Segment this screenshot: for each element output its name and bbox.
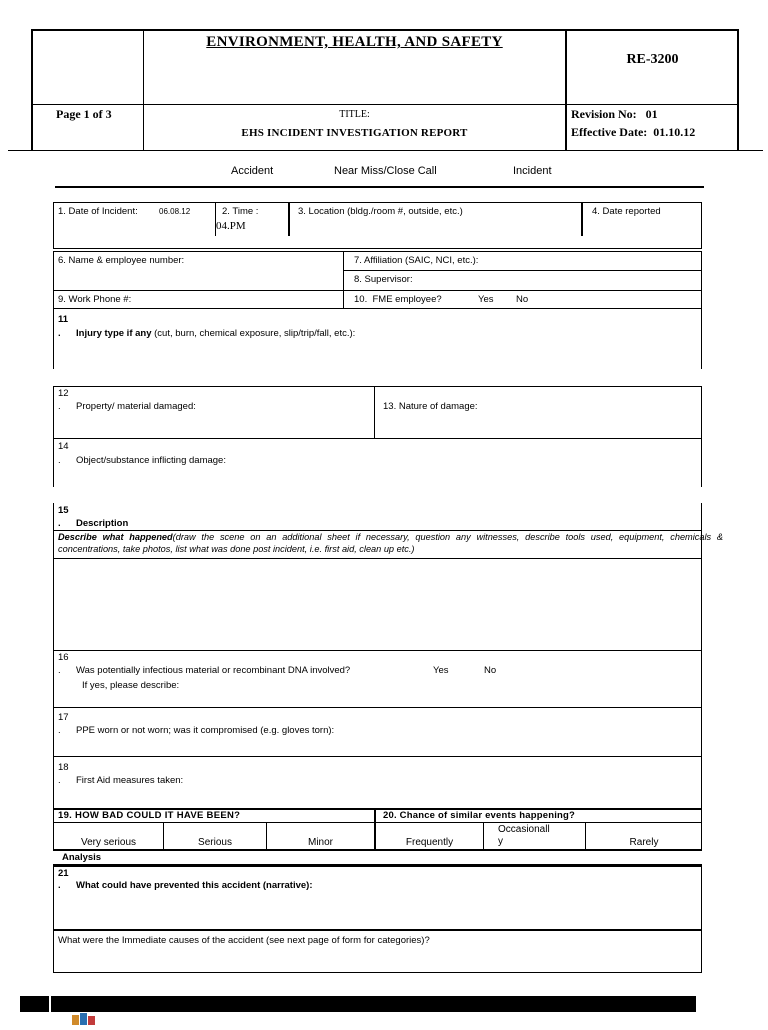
black-redaction-bar xyxy=(20,996,696,1012)
chance-rarely[interactable]: Rarely xyxy=(629,837,659,848)
field-18-number: 18 xyxy=(58,762,69,773)
object-substance-label: Object/substance inflicting damage: xyxy=(76,455,226,466)
header-top-border xyxy=(31,29,738,31)
severity-serious[interactable]: Serious xyxy=(198,837,232,848)
work-phone-label: 9. Work Phone #: xyxy=(58,294,132,305)
option-near-miss[interactable]: Near Miss/Close Call xyxy=(334,165,437,177)
field-17-number: 17 xyxy=(58,712,69,723)
chance-label: 20. Chance of similar events happening? xyxy=(383,810,576,821)
name-label: 6. Name & employee number: xyxy=(58,255,185,266)
describe-what-happened-label: Describe what happened(draw the scene on an additional sheet if necessary, question any witnesses, describe tools used, equipment, chemicals & concentrations, take photos, list what was done post incident, i.e. first aid, clean up etc.) xyxy=(58,532,723,554)
immediate-causes-label: What were the Immediate causes of the accident (see next page of form for categories)? xyxy=(58,935,430,946)
page-number: Page 1 of 3 xyxy=(56,107,112,121)
first-aid-label: First Aid measures taken: xyxy=(76,775,184,786)
severity-minor[interactable]: Minor xyxy=(307,837,333,848)
field-16-number: 16 xyxy=(58,652,69,663)
fme-employee-label: 10. FME employee? xyxy=(354,294,442,305)
fme-no[interactable]: No xyxy=(516,294,529,305)
chance-occasionally[interactable]: Occasionall y xyxy=(498,824,550,847)
nature-of-damage-label: 13. Nature of damage: xyxy=(383,401,478,412)
how-bad-label: 19. HOW BAD COULD IT HAVE BEEN? xyxy=(58,810,241,821)
report-title: EHS INCIDENT INVESTIGATION REPORT xyxy=(241,127,468,139)
field-14-number: 14 xyxy=(58,441,69,452)
date-of-incident-label: 1. Date of Incident: xyxy=(58,206,138,217)
affiliation-label: 7. Affiliation (SAIC, NCI, etc.): xyxy=(354,255,479,266)
field-11-dot: . xyxy=(58,328,61,339)
header-left-border xyxy=(31,29,33,151)
injury-type-label: Injury type if any (cut, burn, chemical exposure, slip/trip/fall, etc.): xyxy=(76,328,356,339)
field-15-number: 15 xyxy=(58,505,69,516)
time-label: 2. Time : xyxy=(222,206,259,217)
option-incident[interactable]: Incident xyxy=(513,165,552,177)
effective-date: Effective Date: 01.10.12 xyxy=(571,125,696,139)
prevention-label: What could have prevented this accident (narrative): xyxy=(76,880,313,891)
infectious-no[interactable]: No xyxy=(484,665,497,676)
row-property-damage xyxy=(53,386,702,439)
analysis-heading: Analysis xyxy=(62,852,102,863)
infectious-material-label: Was potentially infectious material or recombinant DNA involved? xyxy=(76,665,351,676)
date-of-incident-value[interactable]: 06.08.12 xyxy=(159,207,191,216)
date-reported-label: 4. Date reported xyxy=(592,206,661,217)
field-12-number: 12 xyxy=(58,388,69,399)
if-yes-describe-label: If yes, please describe: xyxy=(82,680,180,691)
doc-number: RE-3200 xyxy=(626,52,679,67)
options-underline xyxy=(55,186,704,188)
field-11-number: 11 xyxy=(58,314,69,325)
time-value[interactable]: 04.PM xyxy=(216,220,246,232)
org-title: ENVIRONMENT, HEALTH, AND SAFETY xyxy=(206,34,503,50)
header-row-divider xyxy=(31,104,739,105)
header-col-divider-2 xyxy=(565,29,567,151)
location-label: 3. Location (bldg./room #, outside, etc.) xyxy=(298,206,463,217)
chance-frequently[interactable]: Frequently xyxy=(405,837,454,848)
field-21-number: 21 xyxy=(58,868,69,879)
title-label: TITLE: xyxy=(339,109,370,120)
header-bottom-border xyxy=(8,150,763,151)
header-right-border xyxy=(737,29,739,151)
logo-icon xyxy=(70,1012,102,1024)
description-title: Description xyxy=(76,518,129,529)
fme-yes[interactable]: Yes xyxy=(478,294,494,305)
revision-number: Revision No: 01 xyxy=(571,107,658,121)
infectious-yes[interactable]: Yes xyxy=(433,665,449,676)
property-damaged-label: Property/ material damaged: xyxy=(76,401,196,412)
supervisor-label: 8. Supervisor: xyxy=(354,274,413,285)
row-prevention xyxy=(53,866,702,930)
severity-very-serious[interactable]: Very serious xyxy=(80,837,137,848)
ppe-label: PPE worn or not worn; was it compromised (e.g. gloves torn): xyxy=(76,725,335,736)
option-accident[interactable]: Accident xyxy=(231,165,274,177)
